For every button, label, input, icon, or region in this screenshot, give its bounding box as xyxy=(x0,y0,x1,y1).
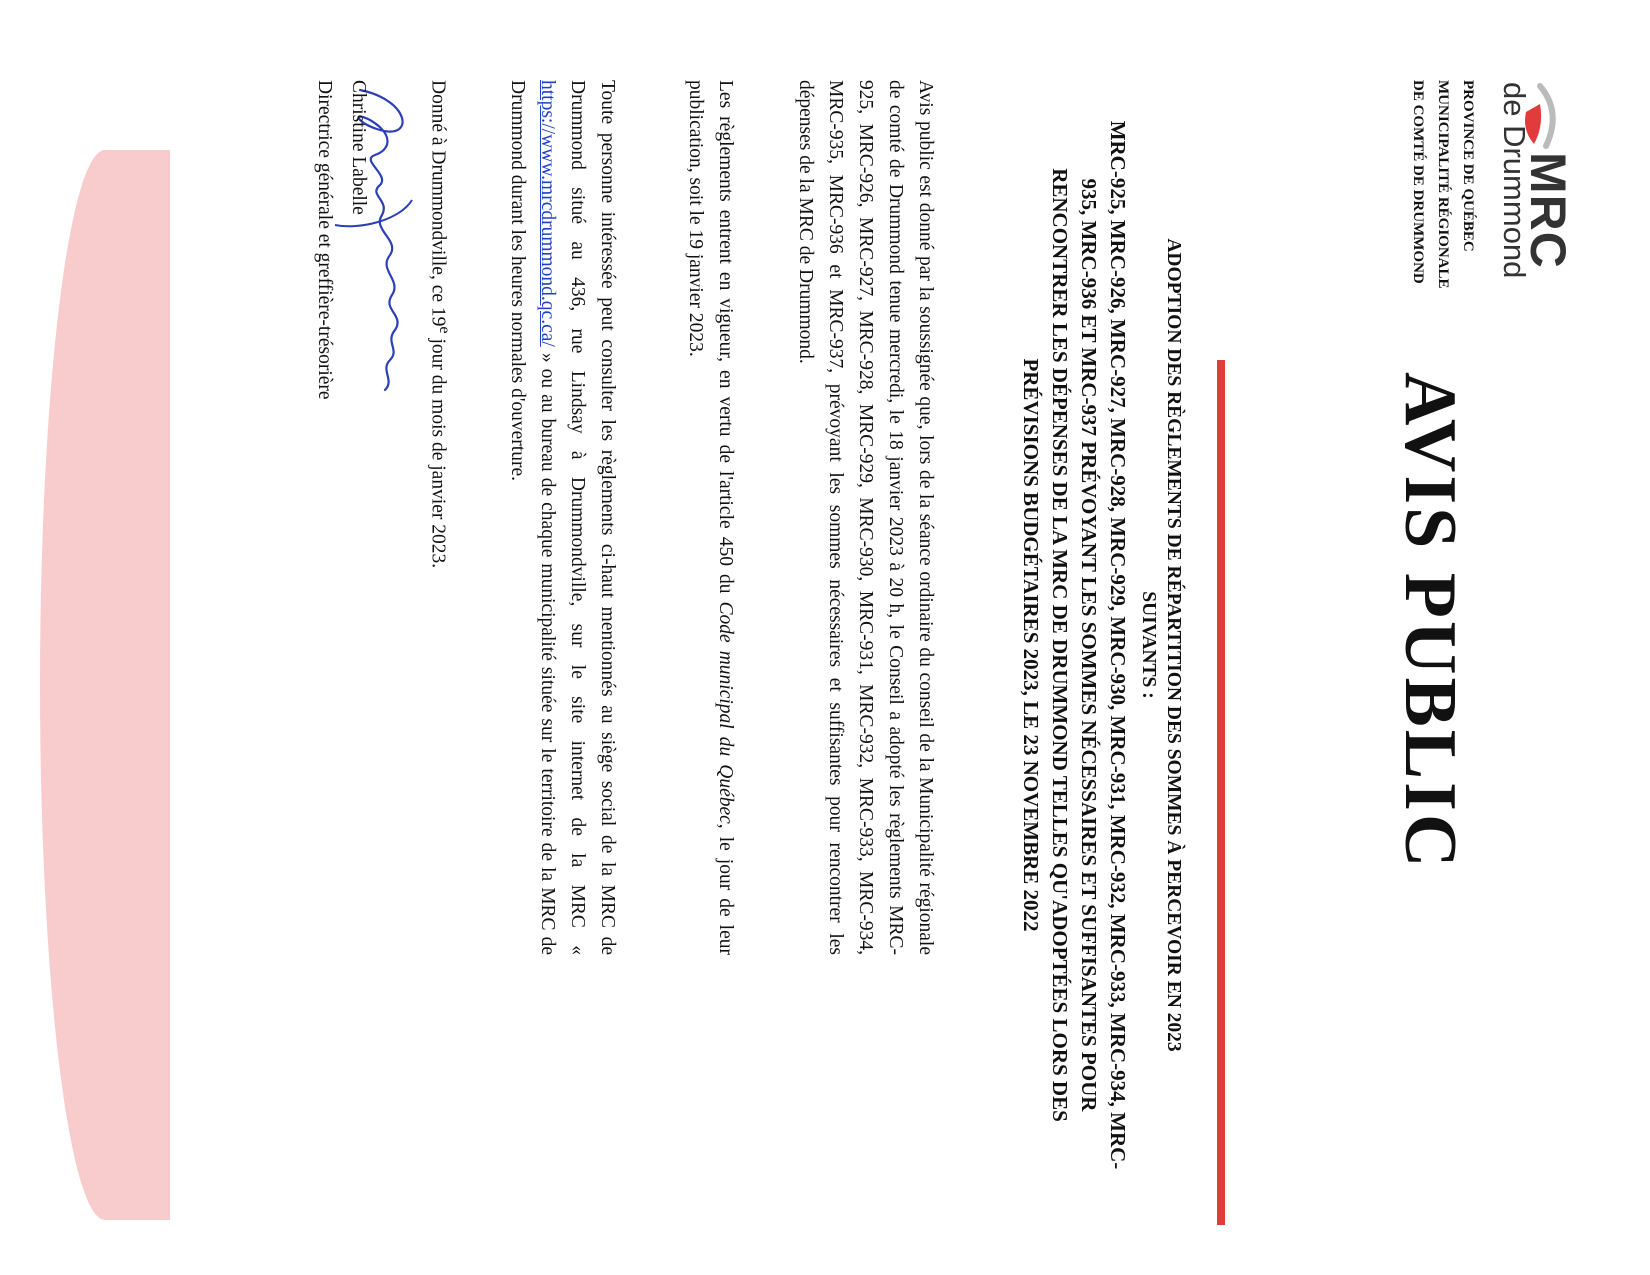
paragraph-entry-into-force xyxy=(681,80,741,955)
org-line-county: DE COMTÉ DE DRUMMOND xyxy=(1410,80,1426,284)
website-link[interactable]: https://www.mrcdrummond.qc.ca/ xyxy=(537,80,559,347)
p2-code-title: Code municipal du Québec xyxy=(715,601,737,824)
signatory-name: Christine Labelle xyxy=(348,80,369,215)
paragraph-consultation xyxy=(503,80,623,955)
notice-heading xyxy=(1016,120,1186,1170)
p2-text-after: , le jour de leur publication, soit le 19 janvier 2023. xyxy=(685,80,737,955)
p3-text-after: » ou au bureau de chaque municipalité située sur le territoire de la MRC de Drummond durant les heures normales d'ouverture. xyxy=(507,80,559,955)
red-divider xyxy=(1217,360,1225,1225)
notice-title: AVIS PUBLIC xyxy=(1389,372,1471,871)
logo-mrc-text: MRC xyxy=(1520,152,1576,269)
organization-block xyxy=(1405,80,1480,289)
heading-regulations-list: MRC-925, MRC-926, MRC-927, MRC-928, MRC-929, MRC-930, MRC-931, MRC-932, MRC-933, MRC-934, MRC-935, MRC-936 ET MRC-937 PRÉVOYANT LES SOMMES NÉCESSAIRES ET SUFFISANTES POUR RENCONTRER LES DÉPENSES DE LA MRC DE DRUMMOND TELLES QU'ADOPTÉES LORS DES PRÉVISIONS BUDGÉTAIRES 2023, LE 23 NOVEMBRE 2022 xyxy=(1019,120,1130,1170)
paragraph-adoption: Avis public est donné par la soussignée que, lors de la séance ordinaire du conseil de la Municipalité régionale de comté de Drummond tenue mercredi, le 18 janvier 2023 à 20 h, le Conseil a adopté les règlements MRC-925, MRC-926, MRC-927, MRC-928, MRC-929, MRC-930, MRC-931, MRC-932, MRC-933, MRC-934, MRC-935, MRC-936 et MRC-937, prévoyant les sommes nécessaires et suffisantes pour rencontrer les dépenses de la MRC de Drummond. xyxy=(795,80,937,955)
mrc-drummond-logo xyxy=(1497,82,1576,322)
signature-block xyxy=(300,80,420,500)
paragraph-given-at xyxy=(423,80,461,955)
p2-text-before: Les règlements entrent en vigueur, en vertu de l'article 450 du xyxy=(715,80,737,602)
p4-text-before: Donné à Drummondville, ce 19 xyxy=(428,80,449,327)
p4-superscript: e xyxy=(436,326,455,334)
logo-subtext: de Drummond xyxy=(1497,82,1532,279)
org-line-municipality: MUNICIPALITÉ RÉGIONALE xyxy=(1435,80,1451,289)
heading-line-2: SUIVANTS : xyxy=(1138,591,1159,699)
p3-text-before: Toute personne intéressée peut consulter les règlements ci-haut mentionnés au siège social de la MRC de Drummond situé au 436, rue Lindsay à Drummondville, sur le site internet de la MRC « xyxy=(567,80,619,955)
heading-line-1: ADOPTION DES RÈGLEMENTS DE RÉPARTITION DES SOMMES À PERCEVOIR EN 2023 xyxy=(1163,238,1184,1052)
pink-highlight-mark xyxy=(40,150,170,1220)
signatory-title: Directrice générale et greffière-trésorière xyxy=(314,80,335,400)
p4-text-after: jour du mois de janvier 2023. xyxy=(428,333,449,569)
org-line-province: PROVINCE DE QUÉBEC xyxy=(1460,80,1476,252)
